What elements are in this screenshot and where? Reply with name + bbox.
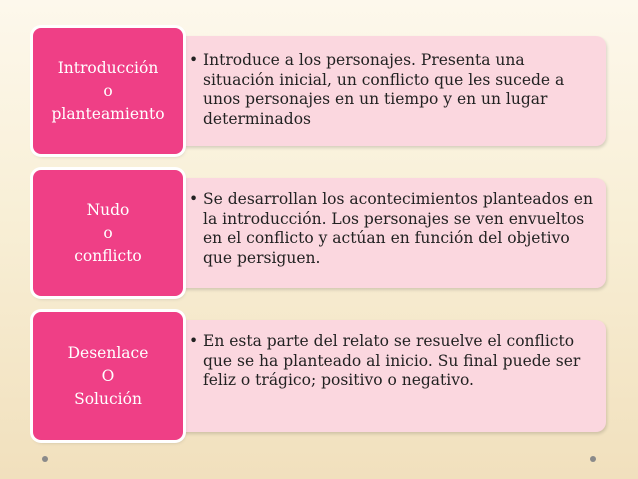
label-desenlace [33,312,183,440]
label-line-2: o [103,223,113,242]
label-line-2: o [103,81,113,100]
decorative-dot-left [42,456,48,462]
bullet-icon: • [189,332,199,350]
bullet-icon: • [189,190,199,208]
bullet-icon: • [189,51,199,69]
desc-desenlace [175,320,606,432]
desc-text: En esta parte del relato se resuelve el conflicto que se ha planteado al inicio. Su final puede ser feliz o trágico; positivo o negativo. [203,332,581,389]
label-nudo [33,170,183,296]
label-line-1: Nudo [86,200,130,219]
desc-nudo [175,178,606,288]
label-line-3: conflicto [74,246,142,265]
desc-introduccion [175,36,606,146]
label-line-3: planteamiento [51,104,165,123]
desc-text: Se desarrollan los acontecimientos planteados en la introducción. Los personajes se ven envueltos en el conflicto y actúan en función del objetivo que persiguen. [203,190,593,267]
label-line-1: Desenlace [67,343,149,362]
label-line-3: Solución [74,389,142,408]
desc-text: Introduce a los personajes. Presenta una situación inicial, un conflicto que les sucede a unos personajes en un tiempo y en un lugar determinados [203,51,565,128]
label-line-1: Introducción [57,58,159,77]
decorative-dot-right [590,456,596,462]
label-introduccion [33,28,183,154]
label-line-2: O [101,366,115,385]
